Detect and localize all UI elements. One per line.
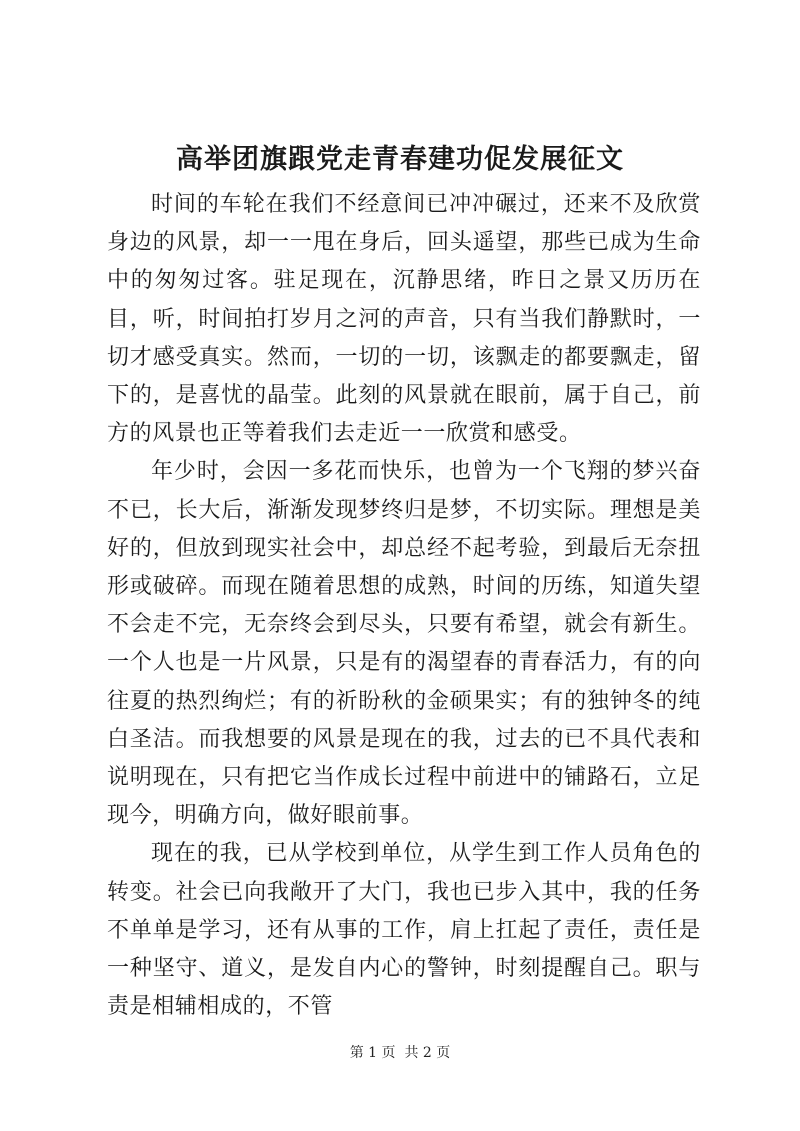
page-number-label: 第 1 页 共 2 页 bbox=[349, 1045, 451, 1061]
document-body bbox=[107, 186, 701, 1026]
page-footer bbox=[0, 1043, 800, 1063]
paragraph-2: 年少时，会因一多花而快乐，也曾为一个飞翔的梦兴奋不已，长大后，渐渐发现梦终归是梦，不切实际。理想是美好的，但放到现实社会中，却总经不起考验，到最后无奈扭形或破碎。而现在随着思想的成熟，时间的历练，知道失望不会走不完，无奈终会到尽头，只要有希望，就会有新生。一个人也是一片风景，只是有的渴望春的青春活力，有的向往夏的热烈绚烂；有的祈盼秋的金硕果实；有的独钟冬的纯白圣洁。而我想要的风景是现在的我，过去的已不具代表和说明现在，只有把它当作成长过程中前进中的铺路石，立足现今，明确方向，做好眼前事。 bbox=[107, 459, 701, 829]
paragraph-3: 现在的我，已从学校到单位，从学生到工作人员角色的转变。社会已向我敞开了大门，我也已步入其中，我的任务不单单是学习，还有从事的工作，肩上扛起了责任，责任是一种坚守、道义，是发自内心的警钟，时刻提醒自己。职与责是相辅相成的，不管 bbox=[107, 841, 701, 1020]
paragraph-1: 时间的车轮在我们不经意间已冲冲碾过，还来不及欣赏身边的风景，却一一甩在身后，回头遥望，那些已成为生命中的匆匆过客。驻足现在，沉静思绪，昨日之景又历历在目，听，时间拍打岁月之河的声音，只有当我们静默时，一切才感受真实。然而，一切的一切，该飘走的都要飘走，留下的，是喜忧的晶莹。此刻的风景就在眼前，属于自己，前方的风景也正等着我们去走近一一欣赏和感受。 bbox=[107, 192, 701, 447]
document-title: 高举团旗跟党走青春建功促发展征文 bbox=[176, 144, 624, 175]
